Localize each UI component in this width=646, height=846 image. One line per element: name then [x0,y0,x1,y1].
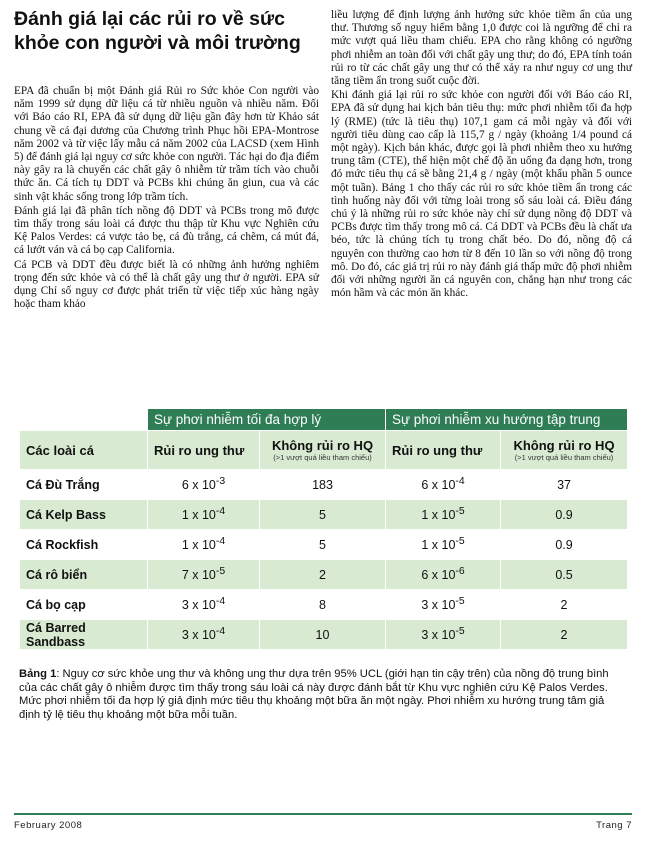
risk-exponent: -4 [215,596,226,608]
paragraph: liều lượng để định lượng ảnh hưởng sức khỏe tiềm ẩn của ung thư. Thương số nguy hiểm bằng 1,0 được coi là ngưỡng để chỉ ra mức vượt quá liều tham chiếu. EPA cho rằng không có ngưỡng phơi nhiễm an toàn đối với chất gây ung thư; do đó, EPA tính toán rủi ro từ các chất gây ung thư có thể xảy ra như nguy cơ ung thư tăng tiềm ẩn trong suốt cuộc đời. [331,9,632,88]
cte-hazard-quotient: 2 [501,590,628,620]
left-column [14,85,319,312]
group-header-blank [20,409,148,431]
rme-hazard-quotient: 5 [260,530,386,560]
risk-base: 1 x 10 [421,508,456,523]
cte-cancer-risk [386,470,501,500]
cte-cancer-risk [386,530,501,560]
cte-hazard-quotient: 0.9 [501,500,628,530]
risk-base: 3 x 10 [421,598,456,613]
table-caption [19,668,625,722]
column-header-rme-noncancer [260,431,386,470]
risk-base: 3 x 10 [421,628,456,643]
species-name: Cá Barred Sandbass [20,620,148,650]
table-row [20,530,628,560]
risk-exponent: -4 [215,536,226,548]
page-number: Trang 7 [596,820,632,831]
page-title: Đánh giá lại các rủi ro về sức khỏe con người và môi trường [14,8,301,54]
cte-hazard-quotient: 37 [501,470,628,500]
rme-hazard-quotient: 2 [260,560,386,590]
table-row [20,470,628,500]
rme-cancer-risk [148,590,260,620]
risk-table [19,408,628,650]
risk-exponent: -4 [215,626,226,638]
risk-exponent: -3 [215,476,226,488]
paragraph: Cá PCB và DDT đều được biết là có những ảnh hưởng nghiêm trọng đến sức khỏe và có thể là chất gây ung thư ở người. EPA sử dụng Chỉ số nguy cơ được phát triển từ việc tiếp xúc hàng ngày hoặc tham khảo [14,258,319,311]
column-header-cte-cancer: Rủi ro ung thư [386,431,501,470]
risk-base: 1 x 10 [181,508,216,523]
column-header-cte-noncancer [501,431,628,470]
caption-text: : Nguy cơ sức khỏe ung thư và không ung thư dựa trên 95% UCL (giới hạn tin cậy trên) của nồng độ trung bình của các chất gây ô nhiễm được tìm thấy trong sáu loài cá này được đánh bắt từ Khu vực nghiên cứu Kệ Palos Verdes. Mức phơi nhiễm tối đa hợp lý giả định mức tiêu thụ khoảng một bữa ăn một ngày. Phơi nhiễm xu hướng trung tâm giả định tỷ lệ tiêu thụ khoảng một bữa mỗi tuần. [19,668,609,721]
species-name: Cá Kelp Bass [20,500,148,530]
risk-exponent: -5 [455,506,465,518]
risk-base: 7 x 10 [181,568,216,583]
column-header-row [20,431,628,470]
cte-cancer-risk [386,500,501,530]
column-header-note: (>1 vượt quá liều tham chiếu) [273,453,372,462]
rme-cancer-risk [148,500,260,530]
column-header-species: Các loài cá [20,431,148,470]
risk-exponent: -5 [455,626,465,638]
cte-cancer-risk [386,560,501,590]
rme-hazard-quotient: 5 [260,500,386,530]
risk-exponent: -4 [455,476,465,488]
risk-base: 6 x 10 [421,478,456,493]
paragraph: Đánh giá lại đã phân tích nồng độ DDT và PCBs trong mô được tìm thấy trong sáu loài cá được thu thập từ Khu vực Nghiên cứu Kệ Palos Verdes: cá vược tảo bẹ, cá đù trắng, cá chẽm, cá mút đá, cá lướt ván và cá bọ cạp California. [14,204,319,257]
cte-hazard-quotient: 0.5 [501,560,628,590]
paragraph: Khi đánh giá lại rủi ro sức khỏe con người đối với Báo cáo RI, EPA đã sử dụng hai kịch bản tiêu thụ: mức phơi nhiễm tối đa hợp lý (RME) (tức là tiêu thụ) 107,1 gam cá mỗi ngày và đối với người tiêu dùng cao cấp là 115,7 g / ngày (khoảng 1/4 pound cá một ngày). Kịch bản khác, được gọi là phơi nhiễm theo xu hướng trung tâm (CTE), thể hiện một chế độ ăn uống đa dạng hơn, trong đó mức tiêu thụ cá sẽ bằng 21,4 g / ngày (một khẩu phần 5 ounce một tuần). Bảng 1 cho thấy các rủi ro sức khỏe tiềm ẩn trong các tình huống này đối với từng loài trong số sáu loài cá. Điều đáng chú ý là những rủi ro sức khỏe này chỉ sử dụng nồng độ DDT và PCBs được tìm thấy trong mô cá. Cá DDT và PCBs đều là chất ưa béo, tức là chúng tích tụ trong chất béo. Do đó, nồng độ cá nguyên con thường cao hơn từ 8 đến 10 lần so với nồng độ trong mô. Do đó, các giá trị rủi ro này đánh giá thấp mức độ phơi nhiễm đối với những người ăn cá nguyên con, chẳng hạn như trong các món hầm và các món ăn khác. [331,89,632,300]
paragraph: EPA đã chuẩn bị một Đánh giá Rủi ro Sức khỏe Con người vào năm 1999 sử dụng dữ liệu cá từ nhiều nguồn và nhiều năm. Đối với Báo cáo RI, EPA đã sử dụng dữ liệu gần đây hơn từ Khảo sát chung về cá đại dương của Chương trình Phục hồi EPA-Montrose năm 2002 và từ việc lấy mẫu cá năm 2002 của LACSD (xem Hình 5) để đánh giá lại nguy cơ sức khỏe con người. Tác hại do địa điểm này gây ra là chuyển các chất gây ô nhiễm từ trầm tích vào chuỗi thức ăn. Cá tích tụ DDT và PCBs khi chúng ăn giun, cua và các sinh vật khác sống trong lớp trầm tích. [14,85,319,203]
risk-base: 3 x 10 [181,598,216,613]
risk-exponent: -5 [455,596,465,608]
table-row [20,620,628,650]
cte-hazard-quotient: 0.9 [501,530,628,560]
risk-base: 1 x 10 [181,538,216,553]
table-row [20,500,628,530]
risk-base: 3 x 10 [181,628,216,643]
risk-base: 6 x 10 [181,478,216,493]
column-header-note: (>1 vượt quá liều tham chiếu) [514,453,614,462]
cte-hazard-quotient: 2 [501,620,628,650]
species-name: Cá Rockfish [20,530,148,560]
species-name: Cá bọ cạp [20,590,148,620]
risk-exponent: -5 [455,536,465,548]
rme-hazard-quotient: 10 [260,620,386,650]
group-header-rme: Sự phơi nhiễm tối đa hợp lý [148,409,386,431]
cte-cancer-risk [386,620,501,650]
footer-divider [14,813,632,815]
risk-exponent: -4 [215,506,226,518]
table-row [20,590,628,620]
cte-cancer-risk [386,590,501,620]
risk-exponent: -5 [215,566,226,578]
risk-base: 1 x 10 [421,538,456,553]
rme-hazard-quotient: 183 [260,470,386,500]
rme-cancer-risk [148,470,260,500]
species-name: Cá rô biển [20,560,148,590]
rme-hazard-quotient: 8 [260,590,386,620]
table-row [20,560,628,590]
risk-exponent: -6 [455,566,465,578]
footer-date: February 2008 [14,820,83,831]
rme-cancer-risk [148,560,260,590]
rme-cancer-risk [148,530,260,560]
group-header-row [20,409,628,431]
right-column [331,9,632,301]
caption-label: Bảng 1 [19,668,57,680]
risk-base: 6 x 10 [421,568,456,583]
species-name: Cá Đù Trắng [20,470,148,500]
column-header-label: Không rủi ro HQ [271,438,374,453]
column-header-rme-cancer: Rủi ro ung thư [148,431,260,470]
group-header-cte: Sự phơi nhiễm xu hướng tập trung [386,409,628,431]
column-header-label: Không rủi ro HQ [513,438,615,453]
rme-cancer-risk [148,620,260,650]
